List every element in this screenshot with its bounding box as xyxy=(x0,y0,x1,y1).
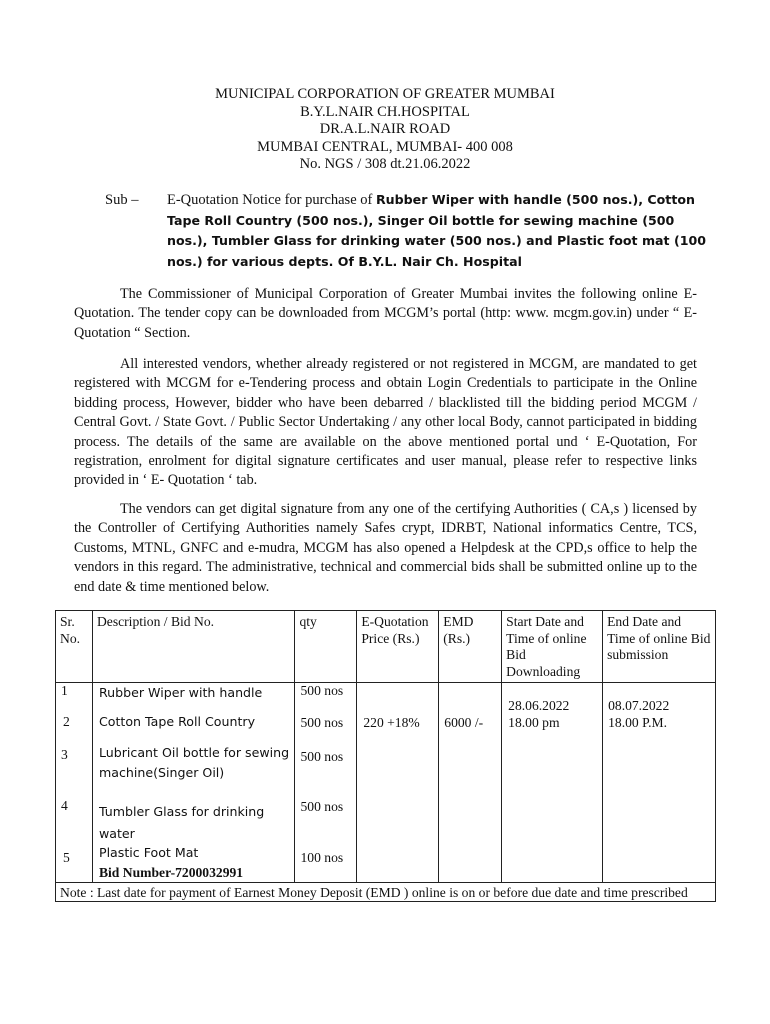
road-name: DR.A.L.NAIR ROAD xyxy=(319,121,451,137)
desc-2: Cotton Tape Roll Country xyxy=(98,714,256,730)
header-description: Description / Bid No. xyxy=(92,611,295,683)
start-time: 18.00 pm xyxy=(508,715,560,731)
qty-3: 500 nos xyxy=(300,749,344,765)
qty-1: 500 nos xyxy=(300,683,344,699)
header-end-date: End Date and Time of online Bid submission xyxy=(603,611,716,683)
desc-3: Lubricant Oil bottle for sewing machine(Singer Oil) xyxy=(98,745,290,781)
price-column xyxy=(357,683,439,883)
sr-5: 5 xyxy=(63,850,70,866)
hospital-name: B.Y.L.NAIR CH.HOSPITAL xyxy=(300,103,470,120)
end-column xyxy=(603,683,716,883)
city-address: MUMBAI CENTRAL, MUMBAI- 400 008 xyxy=(257,138,513,155)
description-column xyxy=(92,683,295,883)
paragraph-registration: All interested vendors, whether already registered or not registered in MCGM, are mandated to get registered with MCGM for e-Tendering process and obtain Login Credentials to participate in the Online bidding process, However, bidder who have been debarred / blacklisted till the bidding period MCGM / Central Govt. / State Govt. / Public Sector Undertaking / any other local Body, cannot participated in bidding process. The details of the same are available on the above mentioned portal und ‘ E-Quotation, For registration, enrolment for digital signature certificates and user manual, please refer to respective links provided in ‘ E- Quotation ‘ tab. xyxy=(74,356,697,489)
header-price: E-Quotation Price (Rs.) xyxy=(357,611,439,683)
header-sr: Sr. No. xyxy=(56,611,93,683)
qty-column xyxy=(295,683,357,883)
emd-column xyxy=(439,683,502,883)
bid-number: Bid Number-7200032991 xyxy=(98,865,244,881)
subject-label: Sub – xyxy=(105,192,139,208)
paragraph-invitation: The Commissioner of Municipal Corporation of Greater Mumbai invites the following online E-Quotation. The tender copy can be downloaded from MCGM’s portal (http: www. mcgm.gov.in) under “ E-Quotation “ Section. xyxy=(74,286,697,341)
subject-text xyxy=(167,190,707,272)
desc-1: Rubber Wiper with handle xyxy=(98,685,263,701)
letterhead xyxy=(0,86,770,174)
bid-table xyxy=(55,610,716,902)
sr-4: 4 xyxy=(61,798,68,814)
table-note-row xyxy=(56,883,716,902)
sr-column xyxy=(56,683,93,883)
header-start-date: Start Date and Time of online Bid Downloading xyxy=(502,611,603,683)
end-date: 08.07.2022 xyxy=(608,698,670,714)
sr-1: 1 xyxy=(61,683,68,699)
table-note: Note : Last date for payment of Earnest Money Deposit (EMD ) online is on or before due date and time prescribed xyxy=(56,883,716,902)
sr-2: 2 xyxy=(63,714,70,730)
start-date: 28.06.2022 xyxy=(508,698,570,714)
qty-5: 100 nos xyxy=(300,850,344,866)
price-value: 220 +18% xyxy=(363,715,420,731)
sr-3: 3 xyxy=(61,747,68,763)
header-emd: EMD (Rs.) xyxy=(439,611,502,683)
subject-intro: E-Quotation Notice for purchase of xyxy=(167,192,376,208)
header-qty: qty xyxy=(295,611,357,683)
subject-items: Rubber Wiper with handle (500 nos.), Cotton Tape Roll Country (500 nos.), Singer Oil bottle for sewing machine (500 nos.), Tumbler Glass for drinking water (500 nos.) and Plastic foot mat (100 nos.) for various depts. Of B.Y.L. Nair Ch. Hospital xyxy=(167,192,707,269)
table-header-row xyxy=(56,611,716,683)
desc-5: Plastic Foot Mat xyxy=(98,845,199,861)
desc-4: Tumbler Glass for drinking water xyxy=(98,804,265,842)
emd-value: 6000 /- xyxy=(444,715,484,731)
org-name: MUNICIPAL CORPORATION OF GREATER MUMBAI xyxy=(215,86,555,102)
end-time: 18.00 P.M. xyxy=(608,715,668,731)
start-column xyxy=(502,683,603,883)
qty-2: 500 nos xyxy=(300,715,344,731)
table-row xyxy=(56,683,716,883)
qty-4: 500 nos xyxy=(300,799,344,815)
paragraph-digital-signature: The vendors can get digital signature from any one of the certifying Authorities ( CA,s ) licensed by the Controller of Certifying Authorities namely Safes crypt, IDRBT, National informatics Centre, TCS, Customs, MTNL, GNFC and e-mudra, MCGM has also opened a Helpdesk at the CPD,s office to help the vendors in this regard. The administrative, technical and commercial bids shall be submitted online up to the end date & time mentioned below. xyxy=(74,501,697,595)
reference-number: No. NGS / 308 dt.21.06.2022 xyxy=(299,156,471,172)
